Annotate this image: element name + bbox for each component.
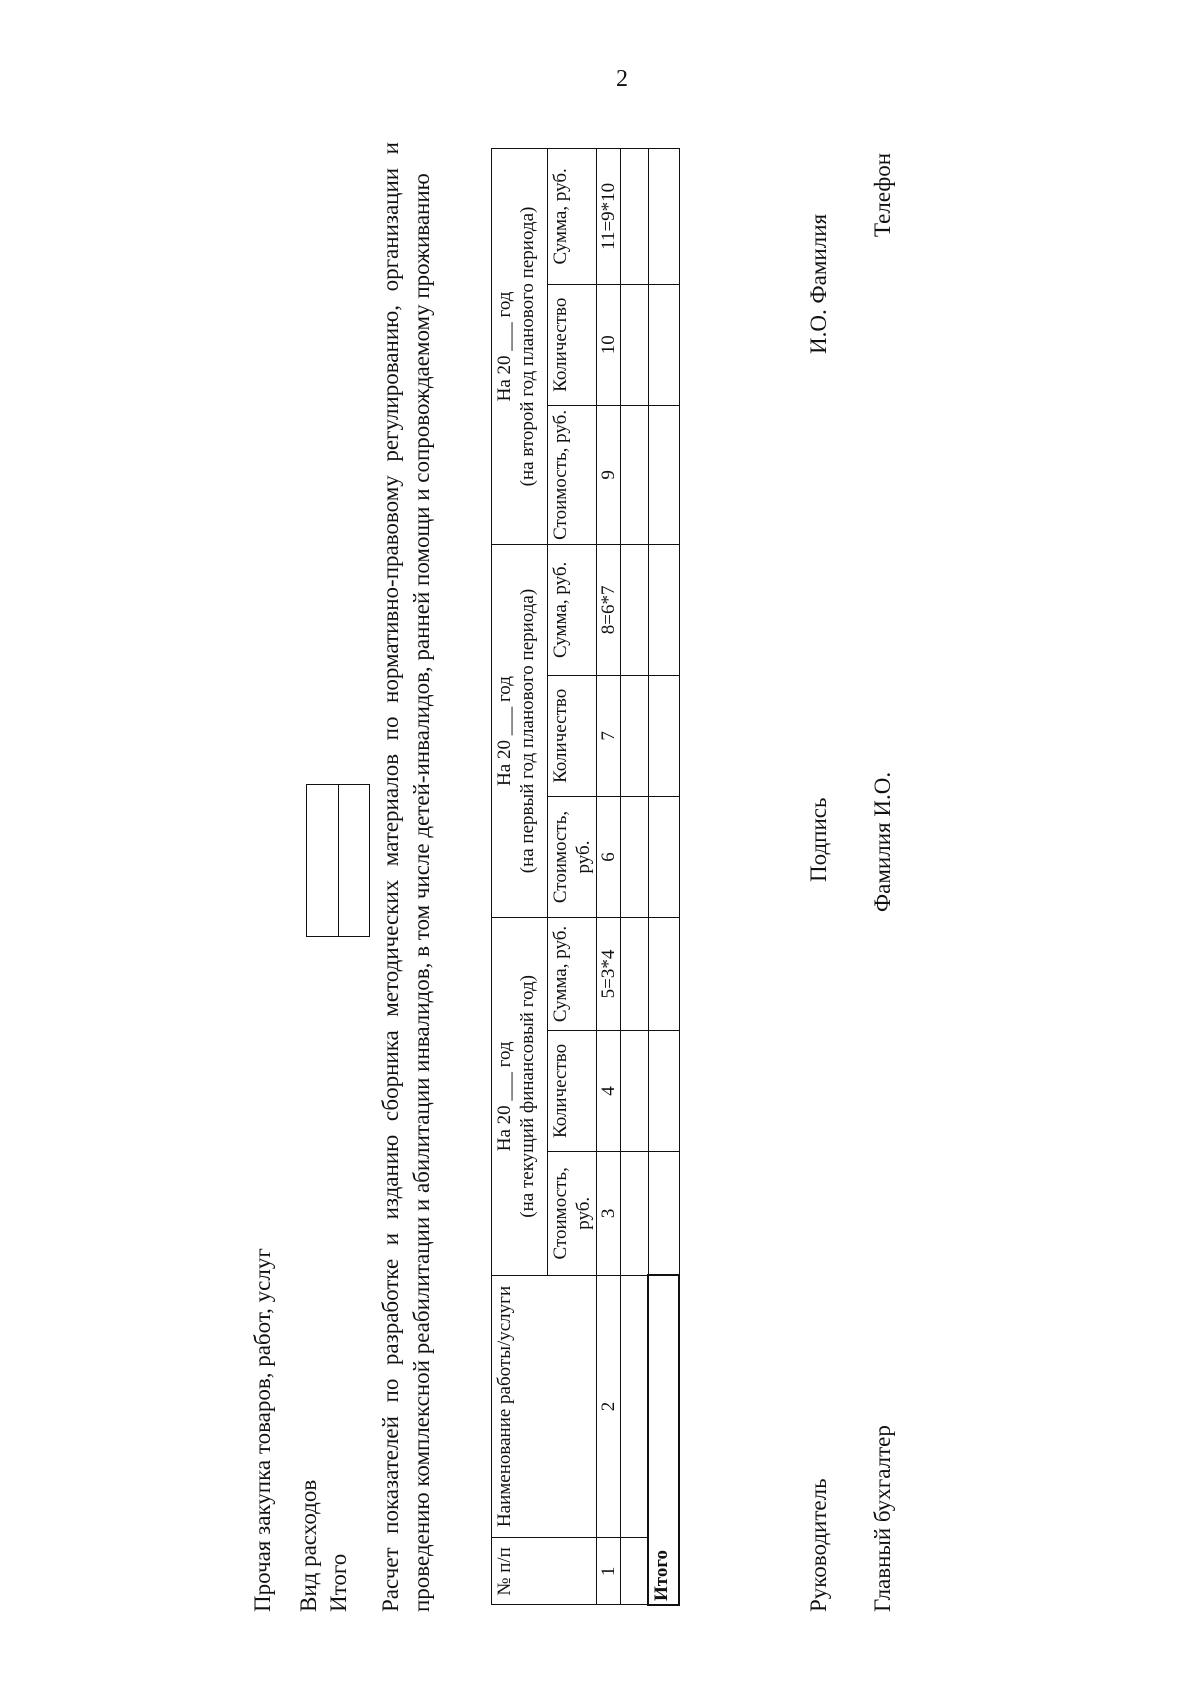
group-subtitle: (на второй год планового периода) — [517, 206, 538, 487]
total-row-label: Итого — [648, 1275, 679, 1605]
table-heading: Расчет показателей по разработке и изданию сборника методических материалов по нормативно-правовому регулированию, организации и проведению комплексной реабилитации и абилитации инвалидов, в том числе детей-инвалидов, ранней помощи и сопровождаемому проживанию — [378, 142, 434, 1612]
column-number: 3 — [597, 1152, 621, 1276]
header-cost: Стоимость, руб. — [548, 796, 597, 917]
table-cell — [648, 405, 679, 544]
group-title: На 20 ___ год — [494, 1041, 515, 1152]
table-cell — [621, 675, 649, 796]
header-qty: Количество — [548, 284, 597, 405]
total-row — [648, 149, 679, 1606]
group-title: На 20 ___ год — [494, 291, 515, 402]
table-cell — [621, 1030, 649, 1151]
expense-code-box — [306, 784, 370, 937]
head-label: Руководитель — [806, 1478, 831, 1612]
table-cell — [621, 796, 649, 917]
head-name: И.О. Фамилия — [806, 213, 831, 354]
table-cell — [648, 918, 679, 1031]
column-number: 1 — [597, 1538, 621, 1605]
table-cell — [648, 149, 679, 285]
column-number: 10 — [597, 284, 621, 405]
header-name: Наименование работы/услуги — [492, 1275, 597, 1538]
purchase-title: Прочая закупка товаров, работ, услуг — [250, 1248, 275, 1612]
table-cell — [621, 405, 649, 544]
table-cell — [648, 796, 679, 917]
header-qty: Количество — [548, 675, 597, 796]
table-cell — [648, 284, 679, 405]
column-number: 5=3*4 — [597, 918, 621, 1031]
column-number: 8=6*7 — [597, 544, 621, 675]
expense-type-label: Вид расходов — [296, 1479, 321, 1612]
table-cell — [621, 544, 649, 675]
table-cell — [621, 1275, 649, 1538]
column-number: 7 — [597, 675, 621, 796]
column-number: 6 — [597, 796, 621, 917]
group-subtitle: (на первый год планового периода) — [517, 588, 538, 874]
group-subtitle: (на текущий финансовый год) — [517, 975, 538, 1218]
column-number: 11=9*10 — [597, 149, 621, 285]
header-group-second-plan — [492, 149, 548, 545]
table-cell — [648, 675, 679, 796]
table-cell — [648, 1030, 679, 1151]
column-number: 2 — [597, 1275, 621, 1538]
header-cost: Стоимость, руб. — [548, 1152, 597, 1276]
header-group-first-plan — [492, 544, 548, 917]
table-cell — [648, 544, 679, 675]
header-sum: Сумма, руб. — [548, 149, 597, 285]
page-number: 2 — [616, 66, 628, 92]
table-cell — [621, 918, 649, 1031]
header-sum: Сумма, руб. — [548, 544, 597, 675]
rotated-content — [250, 72, 950, 1612]
box-divider — [338, 785, 339, 936]
column-number: 9 — [597, 405, 621, 544]
header-qty: Количество — [548, 1030, 597, 1151]
table-cell — [621, 1538, 649, 1605]
header-no: № п/п — [492, 1538, 597, 1605]
header-cost: Стоимость, руб. — [548, 405, 597, 544]
table-cell — [648, 1152, 679, 1276]
column-number: 4 — [597, 1030, 621, 1151]
table-cell — [621, 149, 649, 285]
phone-label: Телефон — [870, 152, 895, 237]
calculation-table — [491, 148, 680, 1606]
signature-label: Подпись — [806, 797, 831, 882]
accountant-name: Фамилия И.О. — [870, 771, 895, 912]
table-cell — [621, 1152, 649, 1276]
table-cell — [621, 284, 649, 405]
group-title: На 20 ___ год — [494, 676, 515, 786]
accountant-label: Главный бухгалтер — [870, 1425, 895, 1612]
header-group-current — [492, 918, 548, 1276]
header-sum: Сумма, руб. — [548, 918, 597, 1031]
table-row — [621, 149, 649, 1606]
total-label: Итого — [326, 1553, 351, 1612]
